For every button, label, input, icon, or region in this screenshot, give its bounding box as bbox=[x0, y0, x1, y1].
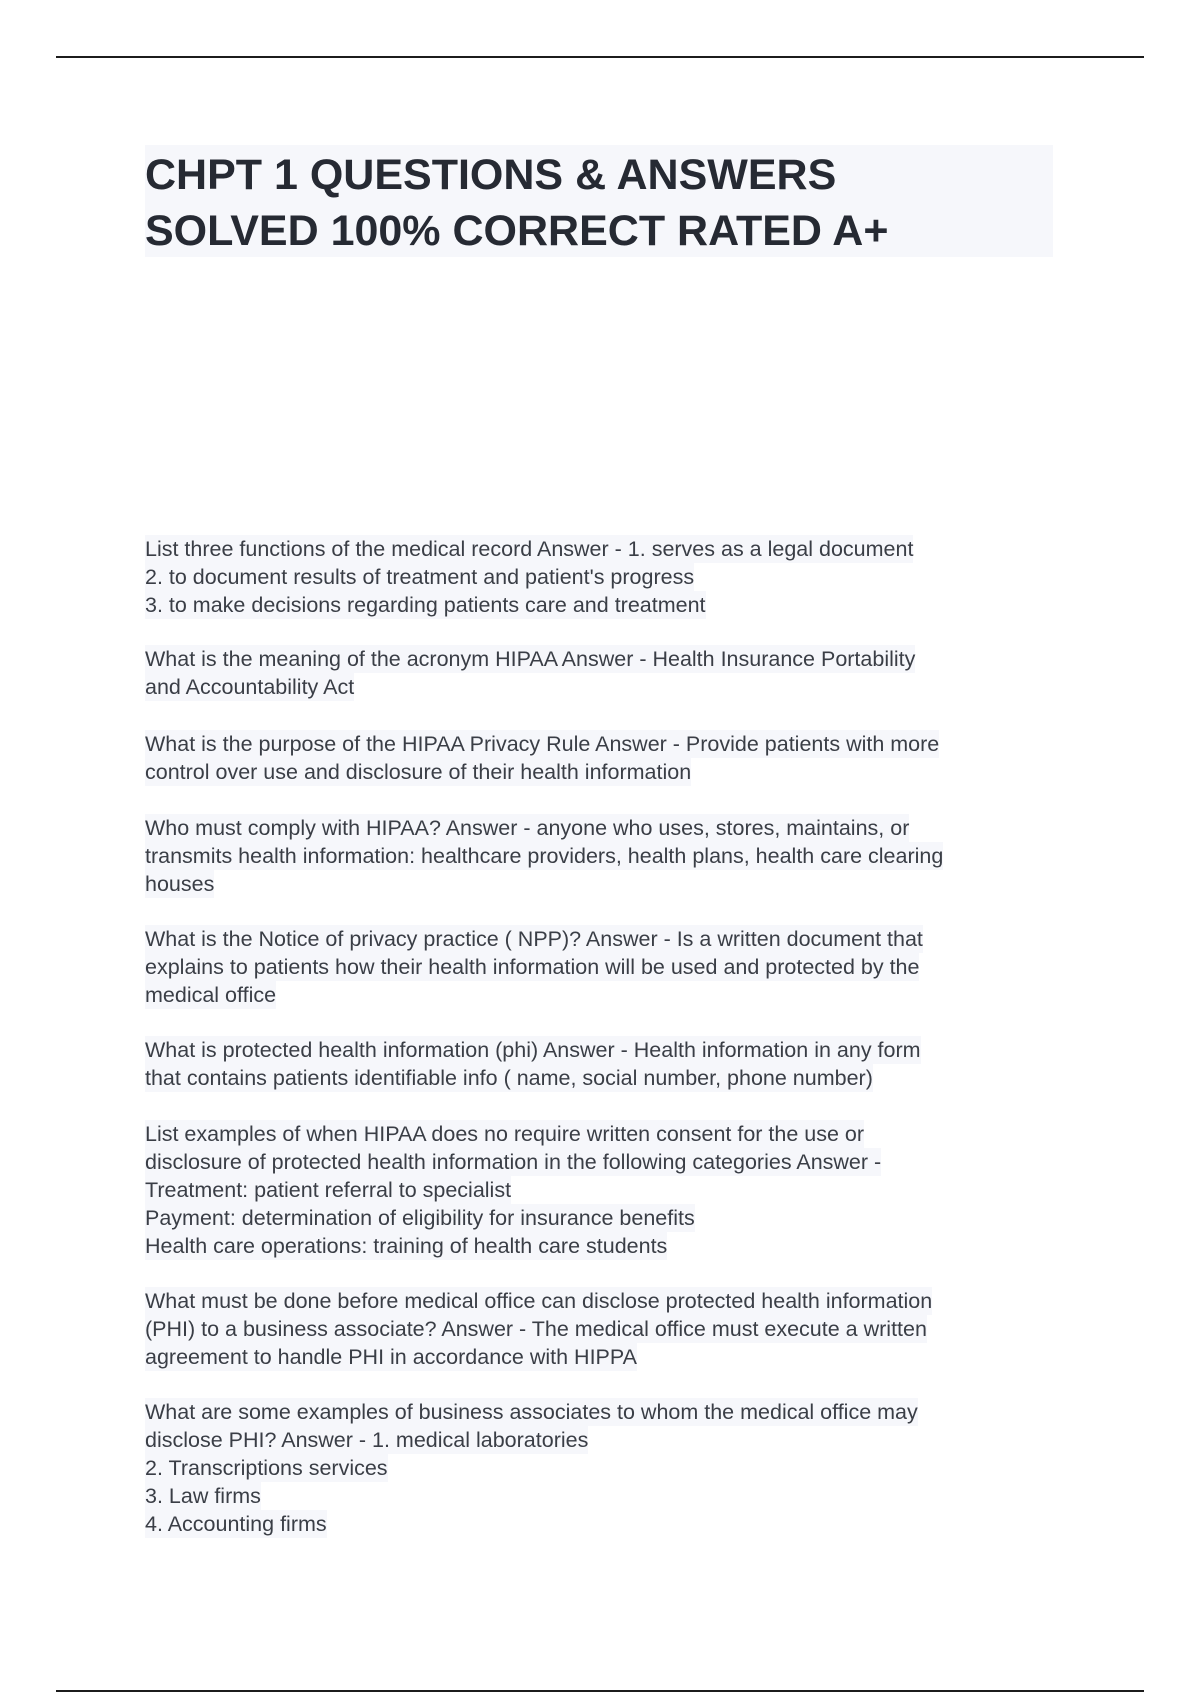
qa-line: Treatment: patient referral to specialist bbox=[145, 1178, 512, 1202]
qa-line: control over use and disclosure of their health information bbox=[145, 760, 692, 784]
qa-item-business-associate-examples bbox=[145, 1398, 1045, 1538]
qa-line: houses bbox=[145, 872, 215, 896]
qa-line: 4. Accounting firms bbox=[145, 1512, 327, 1536]
qa-item-functions-medical-record bbox=[145, 535, 1045, 619]
qa-line: medical office bbox=[145, 983, 277, 1007]
document-title bbox=[145, 145, 1053, 257]
qa-line: What is the meaning of the acronym HIPAA Answer - Health Insurance Portability bbox=[145, 647, 916, 671]
qa-line: What is the Notice of privacy practice ( NPP)? Answer - Is a written document that bbox=[145, 927, 923, 951]
qa-line: (PHI) to a business associate? Answer - The medical office must execute a written bbox=[145, 1317, 927, 1341]
qa-line: explains to patients how their health information will be used and protected by the bbox=[145, 955, 920, 979]
qa-line: What is the purpose of the HIPAA Privacy Rule Answer - Provide patients with more bbox=[145, 732, 940, 756]
qa-line: agreement to handle PHI in accordance with HIPPA bbox=[145, 1345, 637, 1369]
title-line-1: CHPT 1 QUESTIONS & ANSWERS bbox=[145, 151, 837, 199]
qa-line: 3. to make decisions regarding patients care and treatment bbox=[145, 593, 706, 617]
qa-line: disclose PHI? Answer - 1. medical laboratories bbox=[145, 1428, 589, 1452]
qa-item-consent-examples bbox=[145, 1120, 1045, 1260]
title-line-2: SOLVED 100% CORRECT RATED A+ bbox=[145, 207, 889, 255]
qa-line: Payment: determination of eligibility for insurance benefits bbox=[145, 1206, 695, 1230]
qa-line: disclosure of protected health information in the following categories Answer - bbox=[145, 1150, 882, 1174]
qa-line: that contains patients identifiable info ( name, social number, phone number) bbox=[145, 1066, 873, 1090]
qa-line: List three functions of the medical record Answer - 1. serves as a legal document bbox=[145, 537, 914, 561]
qa-line: Who must comply with HIPAA? Answer - anyone who uses, stores, maintains, or bbox=[145, 816, 910, 840]
qa-line: 3. Law firms bbox=[145, 1484, 261, 1508]
qa-item-notice-privacy-practice bbox=[145, 925, 1045, 1009]
bottom-rule bbox=[56, 1690, 1144, 1692]
qa-line: 2. to document results of treatment and patient's progress bbox=[145, 565, 695, 589]
qa-line: and Accountability Act bbox=[145, 675, 355, 699]
qa-item-business-associate-disclosure bbox=[145, 1287, 1045, 1371]
qa-line: What must be done before medical office can disclose protected health information bbox=[145, 1289, 933, 1313]
qa-line: What are some examples of business associates to whom the medical office may bbox=[145, 1400, 918, 1424]
top-rule bbox=[56, 56, 1144, 58]
qa-item-hipaa-acronym bbox=[145, 645, 1045, 701]
qa-line: Health care operations: training of health care students bbox=[145, 1234, 668, 1258]
qa-item-who-must-comply bbox=[145, 814, 1045, 898]
qa-line: List examples of when HIPAA does no require written consent for the use or bbox=[145, 1122, 865, 1146]
qa-item-protected-health-information bbox=[145, 1036, 1045, 1092]
qa-line: 2. Transcriptions services bbox=[145, 1456, 388, 1480]
qa-line: transmits health information: healthcare providers, health plans, health care clearing bbox=[145, 844, 944, 868]
qa-item-privacy-rule bbox=[145, 730, 1045, 786]
qa-line: What is protected health information (phi) Answer - Health information in any form bbox=[145, 1038, 921, 1062]
